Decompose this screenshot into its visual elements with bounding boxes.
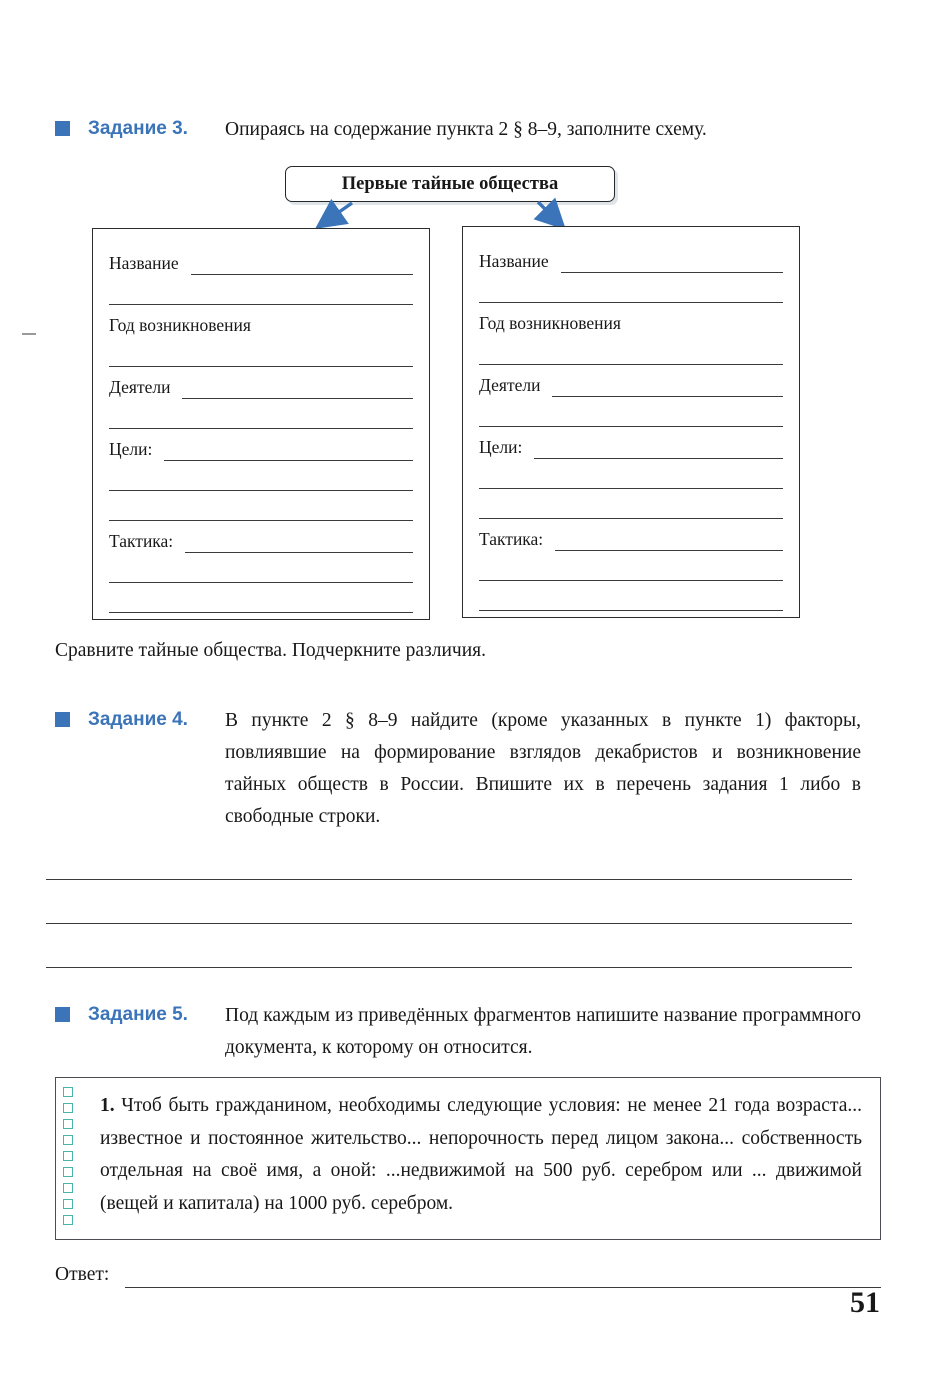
write-line [552, 393, 783, 397]
arrow-right-icon [538, 202, 560, 224]
card-row-people [479, 365, 783, 397]
write-line [479, 581, 783, 611]
write-line [109, 275, 413, 305]
field-label-tactics: Тактика: [109, 531, 174, 551]
card-row-goals [109, 429, 413, 461]
field-label-name: Название [109, 253, 179, 273]
compare-instruction: Сравните тайные общества. Подчеркните различия. [55, 640, 486, 661]
write-line [125, 1283, 881, 1288]
field-label-people: Деятели [479, 375, 541, 395]
fragment-number: 1. [100, 1095, 115, 1116]
scheme-title: Первые тайные общества [285, 166, 615, 202]
field-label-year: Год возникновения [109, 315, 251, 335]
page-number: 51 [850, 1286, 880, 1319]
task5-text: Под каждым из приведённых фрагментов напишите название программного документа, к которому он относится. [225, 1005, 861, 1058]
card-row-goals [479, 427, 783, 459]
task4-text: В пункте 2 § 8–9 найдите (кроме указанных в пункте 1) факторы, повлиявшие на формирование взглядов декабристов и возникновение тайных обществ в России. Впишите их в перечень задания 1 либо в свободные строки. [225, 710, 861, 827]
task5-label: Задание 5. [88, 1004, 188, 1025]
field-label-tactics: Тактика: [479, 529, 544, 549]
card-row-tactics [109, 521, 413, 553]
card-row-tactics [479, 519, 783, 551]
write-line [46, 836, 852, 880]
task3-label: Задание 3. [88, 118, 188, 139]
write-line [185, 549, 413, 553]
fragment-body: Чтоб быть гражданином, необходимы следующие условия: не менее 21 года возраста... известное и постоянное жительство... непорочность перед лицом закона... собственность отдельная на своё имя, а оной: ...недвижимой на 500 руб. серебром или ... движимой (вещей и капитала) на 1000 руб. серебром. [100, 1095, 862, 1214]
write-line [46, 924, 852, 968]
task-bullet-icon [55, 712, 70, 727]
task4-header [55, 705, 861, 833]
card-row-name [109, 243, 413, 275]
task3-intro: Опираясь на содержание пункта 2 § 8–9, заполните схему. [225, 119, 707, 140]
card-row-year [479, 303, 783, 335]
field-label-goals: Цели: [109, 439, 153, 459]
answer-label: Ответ: [55, 1264, 110, 1285]
write-line [109, 491, 413, 521]
margin-mark [22, 333, 36, 335]
card-row-people [109, 367, 413, 399]
arrow-left-icon [322, 203, 352, 224]
task-bullet-icon [55, 1007, 70, 1022]
answer-row [55, 1262, 881, 1288]
field-label-name: Название [479, 251, 549, 271]
field-label-people: Деятели [109, 377, 171, 397]
write-line [534, 455, 783, 459]
task-bullet-icon [55, 121, 70, 136]
write-line [109, 399, 413, 429]
write-line [555, 547, 783, 551]
decorative-squares-icon [63, 1087, 73, 1231]
write-line [109, 553, 413, 583]
task3-header [55, 114, 861, 146]
task5-header [55, 1000, 861, 1064]
write-line [479, 397, 783, 427]
write-line [479, 273, 783, 303]
write-line [479, 459, 783, 489]
write-line [164, 457, 413, 461]
write-line [46, 880, 852, 924]
write-line [479, 335, 783, 365]
card-row-year [109, 305, 413, 337]
task4-label: Задание 4. [88, 709, 188, 730]
write-line [109, 461, 413, 491]
write-line [191, 271, 413, 275]
society-card-left [92, 228, 430, 620]
write-line [109, 337, 413, 367]
society-card-right [462, 226, 800, 618]
write-line [182, 395, 413, 399]
write-line [109, 583, 413, 613]
card-row-name [479, 241, 783, 273]
task4-write-lines [46, 836, 852, 968]
write-line [479, 489, 783, 519]
fragment-text [100, 1090, 862, 1220]
write-line [561, 269, 783, 273]
field-label-goals: Цели: [479, 437, 523, 457]
fragment-quote-box [55, 1077, 881, 1240]
field-label-year: Год возникновения [479, 313, 621, 333]
write-line [479, 551, 783, 581]
